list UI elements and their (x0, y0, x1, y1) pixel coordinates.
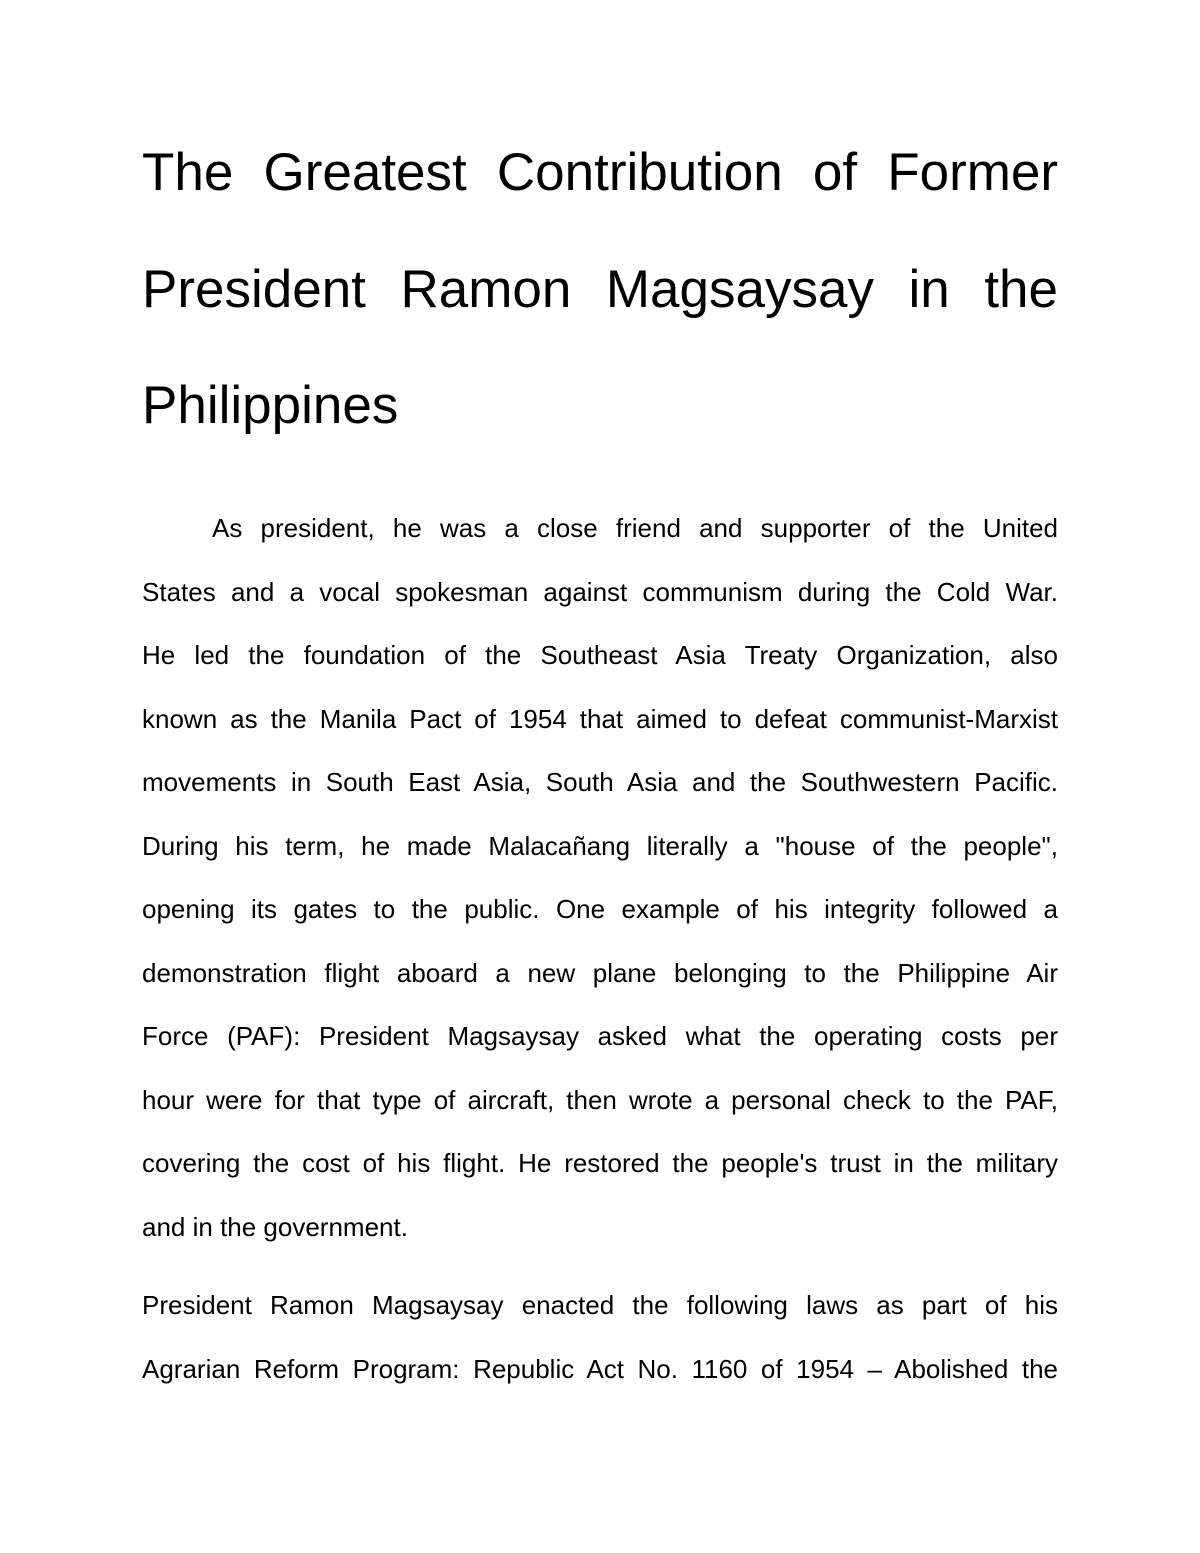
text-line: During his term, he made Malacañang literally a "house of the people", (142, 830, 1058, 861)
title-line: President Ramon Magsaysay in the (142, 259, 1058, 319)
title-line: Philippines (142, 376, 399, 435)
text-line: As president, he was a close friend and supporter of the United (212, 513, 1058, 543)
text-line: demonstration flight aboard a new plane belonging to the Philippine Air (142, 957, 1058, 988)
text-line: He led the foundation of the Southeast Asia Treaty Organization, also (142, 640, 1058, 670)
text-line: President Ramon Magsaysay enacted the following laws as part of his (142, 1290, 1058, 1320)
title-line: The Greatest Contribution of Former (142, 143, 1058, 202)
paragraph-1 (142, 497, 1058, 1259)
text-line: States and a vocal spokesman against communism during the Cold War. (142, 576, 1058, 607)
text-line: and in the government. (142, 1211, 408, 1242)
text-line: hour were for that type of aircraft, then wrote a personal check to the PAF, (142, 1084, 1058, 1115)
text-line: covering the cost of his flight. He restored the people's trust in the military (142, 1148, 1058, 1178)
text-line: movements in South East Asia, South Asia and the Southwestern Pacific. (142, 767, 1058, 797)
text-line: known as the Manila Pact of 1954 that aimed to defeat communist-Marxist (142, 703, 1058, 734)
text-line: Agrarian Reform Program: Republic Act No. 1160 of 1954 – Abolished the (142, 1353, 1058, 1384)
text-line: opening its gates to the public. One example of his integrity followed a (142, 894, 1058, 924)
paragraph-2 (142, 1274, 1058, 1401)
text-line: Force (PAF): President Magsaysay asked what the operating costs per (142, 1021, 1058, 1051)
document-title (142, 115, 1058, 465)
